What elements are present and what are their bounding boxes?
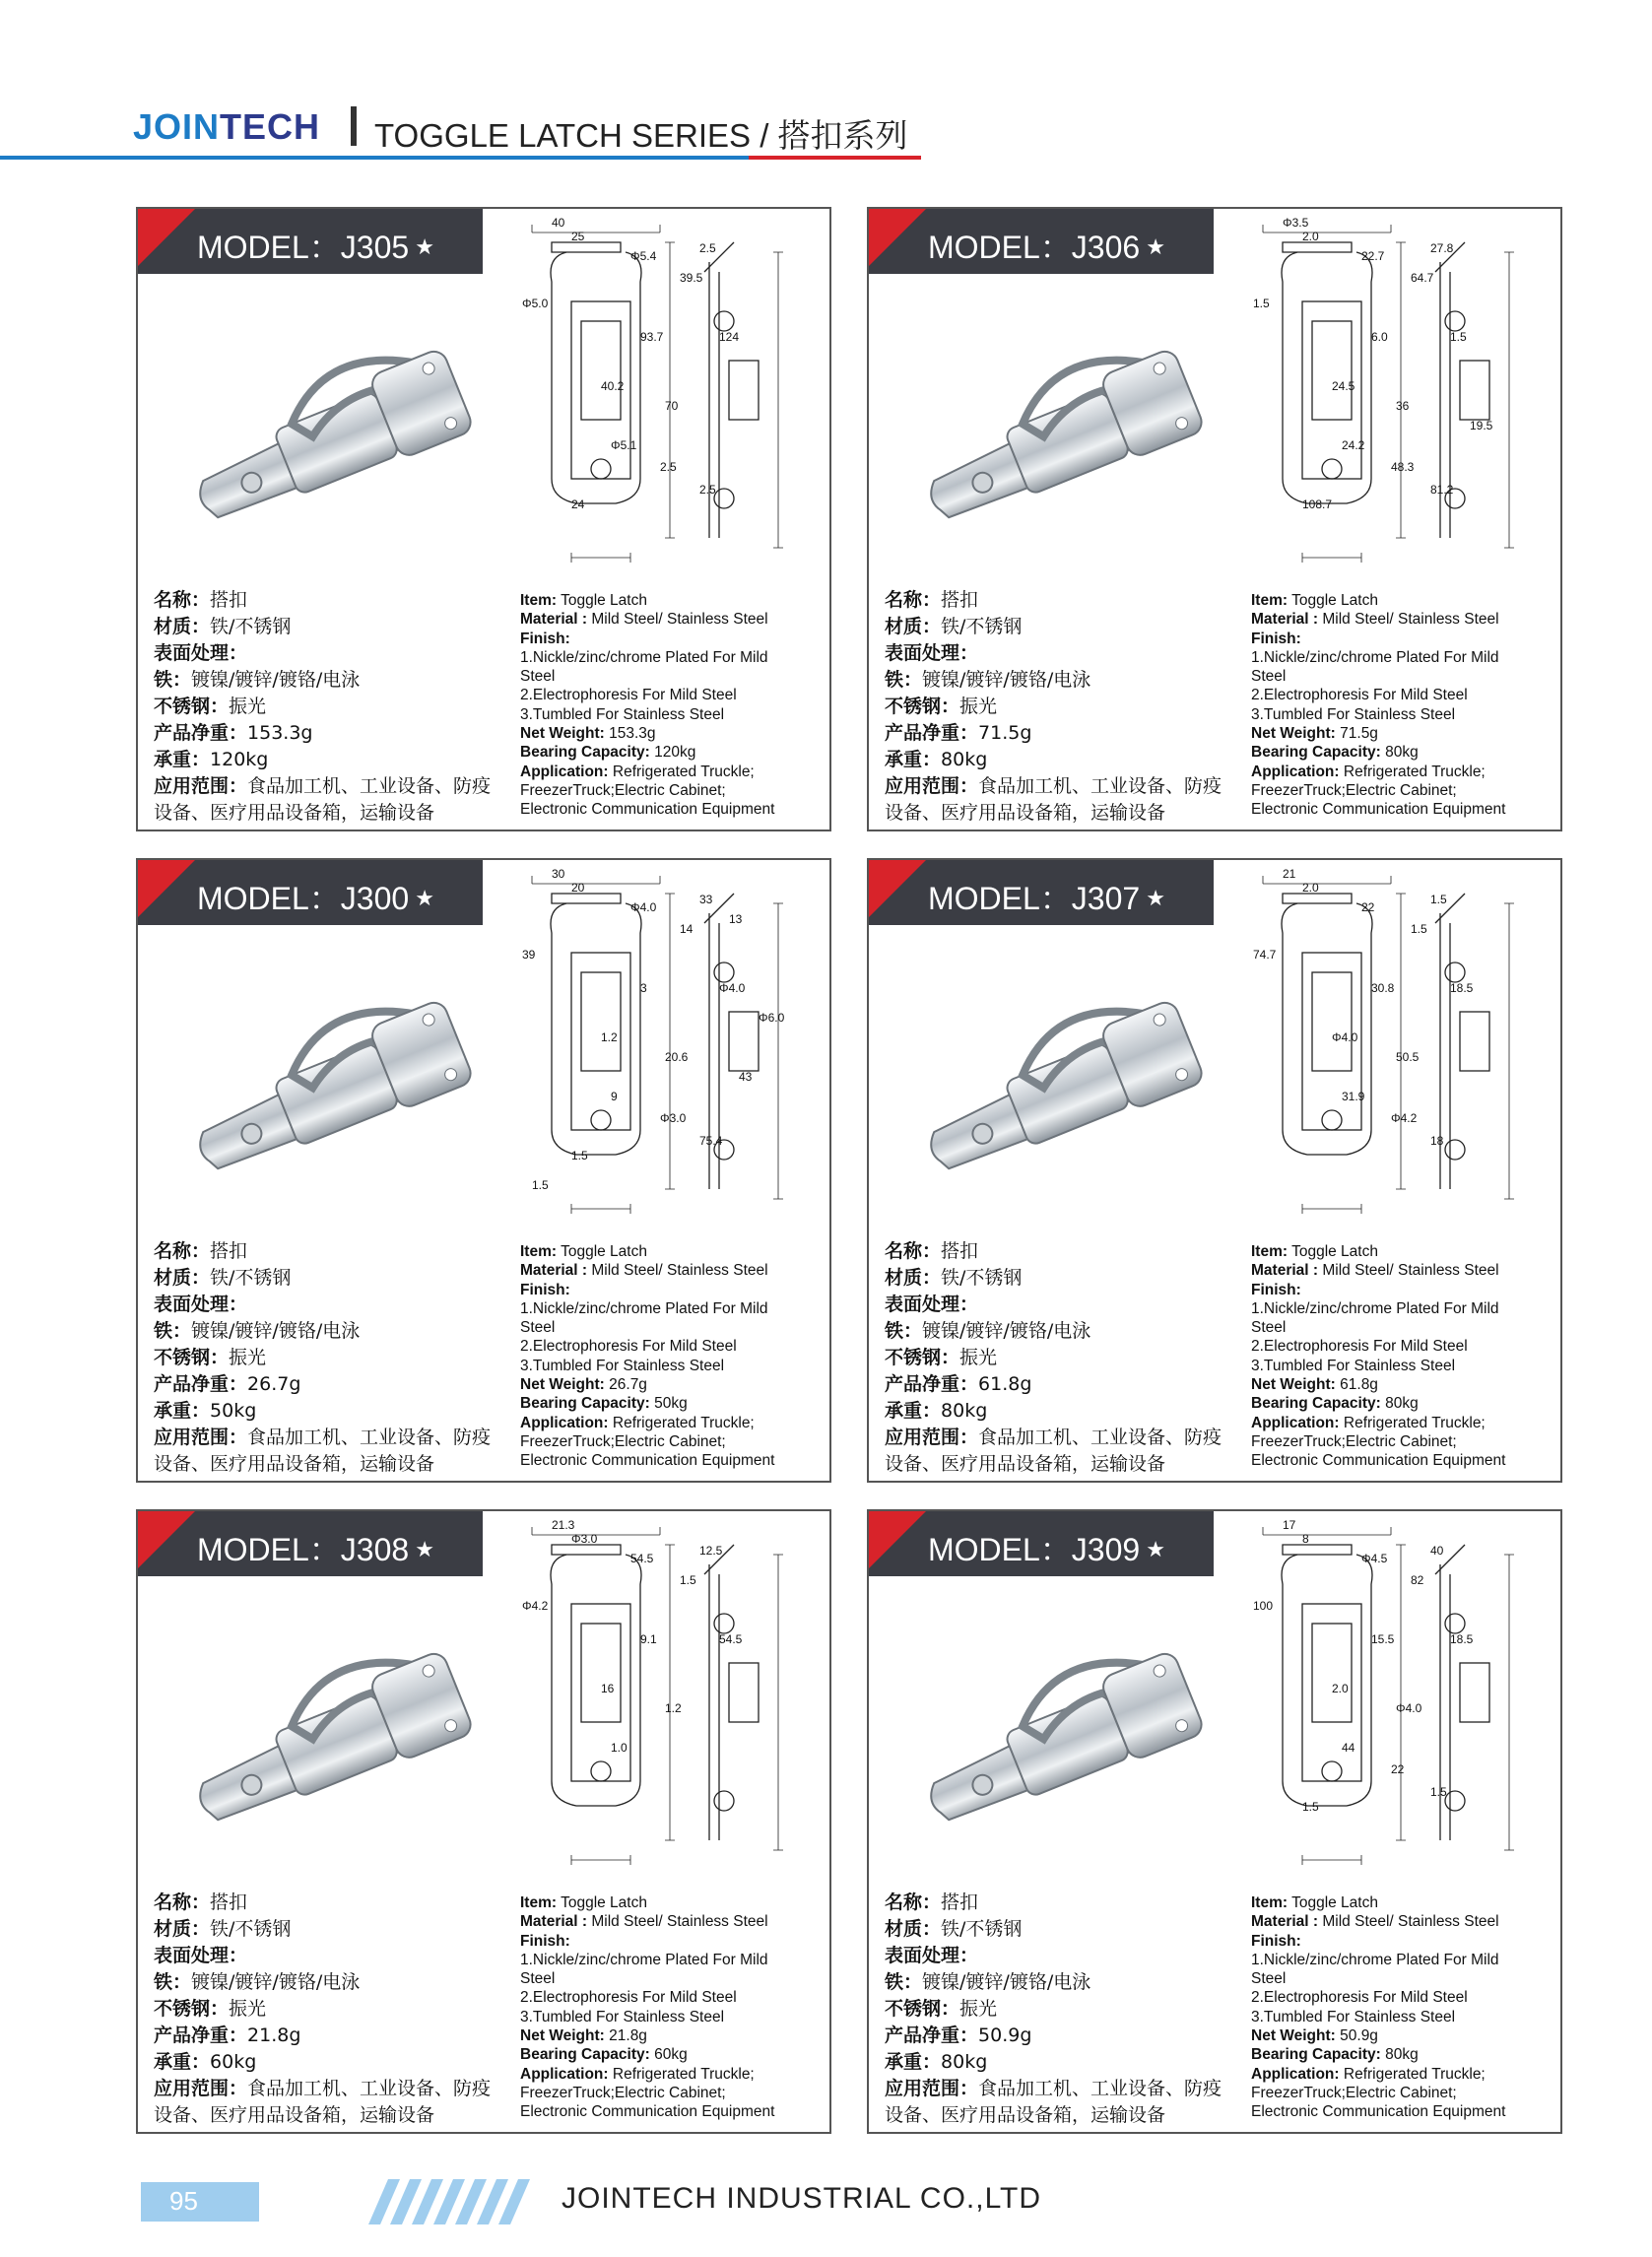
spec-cn-application-cont: 设备、医疗用品设备箱，运输设备 (154, 1453, 435, 1475)
spec-en-finish-1: 1.Nickle/zinc/chrome Plated For Mild (1251, 1951, 1499, 1968)
dimension-label: 1.5 (1430, 1785, 1447, 1799)
dimension-label: 124 (719, 330, 740, 344)
dimension-label: 30 (552, 867, 565, 881)
spec-en-finish-2: Steel (1251, 1319, 1287, 1337)
product-photo (889, 1590, 1263, 1915)
dimension-label: 1.2 (665, 1701, 682, 1715)
product-photo (889, 288, 1263, 613)
spec-en-material: Material : Mild Steel/ Stainless Steel (520, 1262, 768, 1280)
star-icon: ★ (1146, 234, 1165, 259)
product-photo (889, 939, 1263, 1264)
product-card-j307 (867, 858, 1562, 1483)
spec-cn-application: 应用范围：食品加工机、工业设备、防疫 (154, 1427, 492, 1448)
spec-en-finish-3: 2.Electrophoresis For Mild Steel (1251, 1338, 1468, 1356)
dimension-label: 33 (699, 893, 713, 906)
technical-drawing (512, 864, 827, 1246)
star-icon: ★ (415, 886, 434, 910)
model-label: MODEL：J307 (928, 881, 1141, 916)
dimension-label: 39 (522, 948, 536, 962)
spec-en-finish-2: Steel (1251, 668, 1287, 686)
spec-cn-bearing: 承重：50kg (154, 1400, 257, 1422)
dimension-label: Φ3.0 (660, 1111, 687, 1125)
spec-en-bearing: Bearing Capacity: 80kg (1251, 2046, 1419, 2064)
spec-cn-iron: 铁：镀镍/镀锌/镀铬/电泳 (885, 1320, 1091, 1342)
spec-en-finish-4: 3.Tumbled For Stainless Steel (520, 1357, 725, 1374)
spec-cn-application: 应用范围：食品加工机、工业设备、防疫 (885, 775, 1222, 797)
dimension-label: 54.5 (719, 1632, 743, 1646)
page-number: 95 (169, 2186, 198, 2216)
brand-part-1: JOIN (133, 106, 221, 147)
spec-en-finish-4: 3.Tumbled For Stainless Steel (1251, 705, 1456, 723)
spec-en-weight: Net Weight: 50.9g (1251, 2027, 1378, 2045)
spec-en-finish-3: 2.Electrophoresis For Mild Steel (520, 687, 737, 704)
dimension-label: 1.5 (680, 1573, 696, 1587)
model-title (197, 874, 434, 919)
spec-en-item: Item: Toggle Latch (1251, 1894, 1378, 1911)
star-icon: ★ (415, 234, 434, 259)
dimension-label: Φ4.5 (1361, 1552, 1388, 1565)
spec-en-application-2: FreezerTruck;Electric Cabinet; (1251, 1432, 1457, 1450)
spec-cn-stainless: 不锈钢：振光 (154, 696, 267, 717)
spec-en-finish-2: Steel (520, 1970, 556, 1988)
spec-cn-bearing: 承重：60kg (154, 2051, 257, 2073)
spec-en-application-2: FreezerTruck;Electric Cabinet; (520, 2084, 726, 2101)
product-photo (158, 939, 532, 1264)
spec-cn-weight: 产品净重：50.9g (885, 2025, 1032, 2046)
spec-english (1251, 591, 1558, 820)
spec-cn-application-cont: 设备、医疗用品设备箱，运输设备 (885, 1453, 1166, 1475)
page-number-box (141, 2182, 259, 2222)
spec-en-finish-2: Steel (1251, 1970, 1287, 1988)
dimension-label: 18 (1430, 1134, 1444, 1148)
spec-en-finish-4: 3.Tumbled For Stainless Steel (1251, 2008, 1456, 2025)
spec-en-finish-2: Steel (520, 668, 556, 686)
dimension-label: 100 (1253, 1599, 1274, 1613)
spec-chinese (154, 1890, 508, 2129)
spec-cn-weight: 产品净重：61.8g (885, 1373, 1032, 1395)
spec-cn-finish: 表面处理： (154, 642, 248, 664)
spec-cn-bearing: 承重：120kg (154, 749, 269, 770)
dimension-label: 40.2 (601, 379, 625, 393)
spec-en-finish: Finish: (520, 1281, 570, 1298)
dimension-label: Φ4.0 (1332, 1030, 1358, 1044)
dimension-label: 1.0 (611, 1741, 628, 1755)
dimension-label: 22.7 (1361, 249, 1385, 263)
spec-cn-application-cont: 设备、医疗用品设备箱，运输设备 (154, 2104, 435, 2126)
spec-en-weight: Net Weight: 153.3g (520, 725, 656, 743)
spec-cn-iron: 铁：镀镍/镀锌/镀铬/电泳 (154, 1971, 361, 1993)
dimension-label: 2.0 (1332, 1682, 1349, 1695)
dimension-label: 2.5 (660, 460, 677, 474)
dimension-label: 12.5 (699, 1544, 723, 1558)
spec-en-finish-4: 3.Tumbled For Stainless Steel (520, 705, 725, 723)
spec-chinese (885, 1238, 1239, 1478)
dimension-label: 6.0 (1371, 330, 1388, 344)
spec-en-finish-1: 1.Nickle/zinc/chrome Plated For Mild (520, 1951, 768, 1968)
model-band-accent (869, 209, 926, 266)
spec-en-application-2: FreezerTruck;Electric Cabinet; (1251, 781, 1457, 799)
dimension-label: 24.2 (1342, 438, 1365, 452)
spec-en-item: Item: Toggle Latch (520, 1243, 647, 1260)
spec-cn-name: 名称：搭扣 (885, 1240, 979, 1262)
spec-en-application-2: FreezerTruck;Electric Cabinet; (520, 781, 726, 799)
spec-en-application: Application: Refrigerated Truckle; (1251, 763, 1486, 780)
spec-en-weight: Net Weight: 71.5g (1251, 725, 1378, 743)
spec-cn-material: 材质：铁/不锈钢 (154, 1267, 292, 1289)
model-title (928, 223, 1165, 268)
dimension-label: 17 (1283, 1518, 1296, 1532)
spec-en-application-3: Electronic Communication Equipment (1251, 2103, 1506, 2121)
model-title (928, 1525, 1165, 1570)
dimension-label: Φ4.2 (1391, 1111, 1418, 1125)
spec-en-weight: Net Weight: 26.7g (520, 1376, 647, 1394)
spec-cn-name: 名称：搭扣 (154, 1240, 248, 1262)
spec-en-item: Item: Toggle Latch (1251, 592, 1378, 609)
spec-english (520, 1893, 827, 2122)
spec-cn-material: 材质：铁/不锈钢 (885, 1267, 1023, 1289)
dimension-label: 15.5 (1371, 1632, 1395, 1646)
dimension-label: 108.7 (1302, 498, 1333, 511)
dimension-label: 1.5 (1302, 1800, 1319, 1814)
dimension-label: 93.7 (640, 330, 664, 344)
product-card-j300 (136, 858, 831, 1483)
spec-cn-material: 材质：铁/不锈钢 (154, 1918, 292, 1940)
product-photo (158, 1590, 532, 1915)
spec-cn-stainless: 不锈钢：振光 (154, 1998, 267, 2020)
spec-cn-application: 应用范围：食品加工机、工业设备、防疫 (154, 2078, 492, 2099)
spec-cn-application: 应用范围：食品加工机、工业设备、防疫 (885, 1427, 1222, 1448)
product-photo (158, 288, 532, 613)
dimension-label: Φ3.0 (571, 1532, 598, 1546)
spec-en-finish: Finish: (520, 1932, 570, 1950)
dimension-label: 24.5 (1332, 379, 1355, 393)
dimension-label: Φ5.0 (522, 297, 549, 310)
product-card-j305 (136, 207, 831, 831)
spec-cn-application-cont: 设备、医疗用品设备箱，运输设备 (154, 802, 435, 824)
spec-cn-bearing: 承重：80kg (885, 1400, 988, 1422)
dimension-label: 30.8 (1371, 981, 1395, 995)
spec-cn-weight: 产品净重：71.5g (885, 722, 1032, 744)
spec-english (520, 591, 827, 820)
model-title (197, 1525, 434, 1570)
model-label: MODEL：J309 (928, 1532, 1141, 1567)
dimension-label: 74.7 (1253, 948, 1277, 962)
spec-en-finish-4: 3.Tumbled For Stainless Steel (520, 2008, 725, 2025)
spec-cn-application: 应用范围：食品加工机、工业设备、防疫 (154, 775, 492, 797)
spec-cn-bearing: 承重：80kg (885, 749, 988, 770)
model-label: MODEL：J300 (197, 881, 410, 916)
dimension-label: 18.5 (1450, 981, 1474, 995)
spec-cn-material: 材质：铁/不锈钢 (154, 616, 292, 637)
dimension-label: Φ5.4 (630, 249, 657, 263)
spec-en-material: Material : Mild Steel/ Stainless Steel (520, 611, 768, 629)
star-icon: ★ (1146, 1537, 1165, 1561)
spec-en-finish-2: Steel (520, 1319, 556, 1337)
dimension-label: 1.5 (532, 1178, 549, 1192)
footer-stripes (355, 2179, 542, 2224)
spec-en-application-3: Electronic Communication Equipment (520, 1452, 775, 1470)
dimension-label: Φ5.1 (611, 438, 637, 452)
spec-en-finish-4: 3.Tumbled For Stainless Steel (1251, 1357, 1456, 1374)
spec-cn-weight: 产品净重：153.3g (154, 722, 313, 744)
spec-cn-application-cont: 设备、医疗用品设备箱，运输设备 (885, 802, 1166, 824)
model-title (928, 874, 1165, 919)
spec-en-bearing: Bearing Capacity: 80kg (1251, 744, 1419, 762)
spec-en-application-2: FreezerTruck;Electric Cabinet; (1251, 2084, 1457, 2101)
spec-cn-stainless: 不锈钢：振光 (885, 1347, 998, 1368)
dimension-label: 39.5 (680, 271, 703, 285)
technical-drawing (512, 213, 827, 595)
spec-cn-bearing: 承重：80kg (885, 2051, 988, 2073)
spec-en-material: Material : Mild Steel/ Stainless Steel (1251, 611, 1499, 629)
dimension-label: 64.7 (1411, 271, 1434, 285)
spec-en-finish-3: 2.Electrophoresis For Mild Steel (1251, 687, 1468, 704)
dimension-label: 2.5 (699, 241, 716, 255)
dimension-label: Φ4.0 (719, 981, 746, 995)
dimension-label: 36 (1396, 399, 1410, 413)
dimension-label: Φ3.5 (1283, 216, 1309, 230)
spec-en-finish-1: 1.Nickle/zinc/chrome Plated For Mild (520, 1299, 768, 1317)
dimension-label: 2.0 (1302, 881, 1319, 895)
page-header (0, 0, 1652, 177)
spec-cn-finish: 表面处理： (885, 1945, 979, 1966)
dimension-label: 1.5 (1253, 297, 1270, 310)
spec-chinese (885, 1890, 1239, 2129)
dimension-label: 24 (571, 498, 585, 511)
brand-logo (133, 106, 320, 148)
spec-en-material: Material : Mild Steel/ Stainless Steel (1251, 1262, 1499, 1280)
dimension-label: Φ6.0 (759, 1011, 785, 1025)
spec-english (1251, 1893, 1558, 2122)
dimension-label: 9.1 (640, 1632, 657, 1646)
star-icon: ★ (415, 1537, 434, 1561)
spec-en-finish: Finish: (1251, 1932, 1301, 1950)
dimension-label: 27.8 (1430, 241, 1454, 255)
spec-en-weight: Net Weight: 61.8g (1251, 1376, 1378, 1394)
spec-en-finish-3: 2.Electrophoresis For Mild Steel (1251, 1989, 1468, 2007)
dimension-label: 25 (571, 230, 585, 243)
dimension-label: 9 (611, 1090, 618, 1103)
dimension-label: 8 (1302, 1532, 1309, 1546)
dimension-label: 18.5 (1450, 1632, 1474, 1646)
spec-en-finish: Finish: (1251, 630, 1301, 647)
dimension-label: 82 (1411, 1573, 1424, 1587)
dimension-label: 2.0 (1302, 230, 1319, 243)
technical-drawing (1243, 213, 1558, 595)
spec-cn-iron: 铁：镀镍/镀锌/镀铬/电泳 (885, 1971, 1091, 1993)
spec-cn-name: 名称：搭扣 (154, 1892, 248, 1913)
dimension-label: 1.5 (1430, 893, 1447, 906)
spec-en-application: Application: Refrigerated Truckle; (520, 763, 755, 780)
header-divider (351, 106, 357, 146)
model-band-accent (138, 1511, 195, 1568)
spec-cn-finish: 表面处理： (885, 642, 979, 664)
product-card-j308 (136, 1509, 831, 2134)
dimension-label: 22 (1361, 900, 1375, 914)
dimension-label: 54.5 (630, 1552, 654, 1565)
spec-chinese (154, 587, 508, 827)
technical-drawing (512, 1515, 827, 1897)
dimension-label: 3 (640, 981, 647, 995)
spec-cn-finish: 表面处理： (154, 1945, 248, 1966)
spec-en-finish-1: 1.Nickle/zinc/chrome Plated For Mild (1251, 1299, 1499, 1317)
dimension-label: 1.5 (571, 1149, 588, 1162)
model-band-accent (138, 860, 195, 917)
dimension-label: 75.4 (699, 1134, 723, 1148)
spec-en-bearing: Bearing Capacity: 60kg (520, 2046, 688, 2064)
spec-en-material: Material : Mild Steel/ Stainless Steel (1251, 1913, 1499, 1931)
dimension-label: 43 (739, 1070, 753, 1084)
spec-cn-application: 应用范围：食品加工机、工业设备、防疫 (885, 2078, 1222, 2099)
product-card-j306 (867, 207, 1562, 831)
spec-en-application-3: Electronic Communication Equipment (520, 2103, 775, 2121)
star-icon: ★ (1146, 886, 1165, 910)
spec-en-finish-3: 2.Electrophoresis For Mild Steel (520, 1989, 737, 2007)
spec-cn-name: 名称：搭扣 (154, 589, 248, 611)
spec-english (1251, 1242, 1558, 1471)
company-name: JOINTECH INDUSTRIAL CO.,LTD (562, 2182, 1042, 2215)
spec-en-application: Application: Refrigerated Truckle; (1251, 1414, 1486, 1431)
spec-en-bearing: Bearing Capacity: 120kg (520, 744, 696, 762)
dimension-label: Φ4.0 (630, 900, 657, 914)
spec-en-application-3: Electronic Communication Equipment (1251, 801, 1506, 819)
spec-cn-material: 材质：铁/不锈钢 (885, 1918, 1023, 1940)
technical-drawing (1243, 864, 1558, 1246)
spec-en-weight: Net Weight: 21.8g (520, 2027, 647, 2045)
spec-en-application-3: Electronic Communication Equipment (1251, 1452, 1506, 1470)
dimension-label: 31.9 (1342, 1090, 1365, 1103)
spec-en-bearing: Bearing Capacity: 80kg (1251, 1395, 1419, 1413)
dimension-label: 44 (1342, 1741, 1355, 1755)
spec-cn-stainless: 不锈钢：振光 (885, 1998, 998, 2020)
spec-en-finish-1: 1.Nickle/zinc/chrome Plated For Mild (1251, 648, 1499, 666)
dimension-label: Φ4.2 (522, 1599, 549, 1613)
dimension-label: 19.5 (1470, 419, 1493, 432)
spec-chinese (885, 587, 1239, 827)
spec-cn-name: 名称：搭扣 (885, 589, 979, 611)
dimension-label: 70 (665, 399, 679, 413)
dimension-label: Φ4.0 (1396, 1701, 1422, 1715)
spec-en-material: Material : Mild Steel/ Stainless Steel (520, 1913, 768, 1931)
spec-en-item: Item: Toggle Latch (520, 592, 647, 609)
model-label: MODEL：J308 (197, 1532, 410, 1567)
technical-drawing (1243, 1515, 1558, 1897)
dimension-label: 48.3 (1391, 460, 1415, 474)
spec-cn-stainless: 不锈钢：振光 (154, 1347, 267, 1368)
spec-cn-weight: 产品净重：26.7g (154, 1373, 301, 1395)
spec-en-finish: Finish: (1251, 1281, 1301, 1298)
dimension-label: 40 (1430, 1544, 1444, 1558)
spec-cn-name: 名称：搭扣 (885, 1892, 979, 1913)
spec-en-application: Application: Refrigerated Truckle; (520, 2065, 755, 2083)
model-band-accent (869, 860, 926, 917)
dimension-label: 21 (1283, 867, 1296, 881)
model-band-accent (138, 209, 195, 266)
spec-cn-iron: 铁：镀镍/镀锌/镀铬/电泳 (885, 669, 1091, 691)
spec-cn-iron: 铁：镀镍/镀锌/镀铬/电泳 (154, 1320, 361, 1342)
spec-en-application-2: FreezerTruck;Electric Cabinet; (520, 1432, 726, 1450)
spec-en-item: Item: Toggle Latch (520, 1894, 647, 1911)
spec-cn-application-cont: 设备、医疗用品设备箱，运输设备 (885, 2104, 1166, 2126)
dimension-label: 1.5 (1450, 330, 1467, 344)
spec-cn-finish: 表面处理： (154, 1294, 248, 1315)
spec-en-application: Application: Refrigerated Truckle; (520, 1414, 755, 1431)
model-title (197, 223, 434, 268)
dimension-label: 21.3 (552, 1518, 575, 1532)
spec-en-finish-3: 2.Electrophoresis For Mild Steel (520, 1338, 737, 1356)
spec-cn-finish: 表面处理： (885, 1294, 979, 1315)
spec-cn-material: 材质：铁/不锈钢 (885, 616, 1023, 637)
spec-english (520, 1242, 827, 1471)
spec-en-application: Application: Refrigerated Truckle; (1251, 2065, 1486, 2083)
dimension-label: 20.6 (665, 1050, 689, 1064)
model-label: MODEL：J305 (197, 230, 410, 265)
model-label: MODEL：J306 (928, 230, 1141, 265)
spec-cn-stainless: 不锈钢：振光 (885, 696, 998, 717)
dimension-label: 50.5 (1396, 1050, 1420, 1064)
spec-en-bearing: Bearing Capacity: 50kg (520, 1395, 688, 1413)
spec-cn-weight: 产品净重：21.8g (154, 2025, 301, 2046)
dimension-label: 20 (571, 881, 585, 895)
brand-part-2: TECH (220, 106, 321, 147)
dimension-label: 1.2 (601, 1030, 618, 1044)
dimension-label: 22 (1391, 1762, 1405, 1776)
product-card-j309 (867, 1509, 1562, 2134)
spec-en-application-3: Electronic Communication Equipment (520, 801, 775, 819)
dimension-label: 13 (729, 912, 743, 926)
header-underline-accent (749, 156, 921, 160)
spec-en-finish: Finish: (520, 630, 570, 647)
dimension-label: 40 (552, 216, 565, 230)
series-title: TOGGLE LATCH SERIES / 搭扣系列 (374, 117, 908, 154)
dimension-label: 2.5 (699, 483, 716, 497)
dimension-label: 14 (680, 922, 694, 936)
dimension-label: 16 (601, 1682, 615, 1695)
spec-cn-iron: 铁：镀镍/镀锌/镀铬/电泳 (154, 669, 361, 691)
spec-chinese (154, 1238, 508, 1478)
spec-en-item: Item: Toggle Latch (1251, 1243, 1378, 1260)
model-band-accent (869, 1511, 926, 1568)
spec-en-finish-1: 1.Nickle/zinc/chrome Plated For Mild (520, 648, 768, 666)
dimension-label: 1.5 (1411, 922, 1427, 936)
dimension-label: 81.2 (1430, 483, 1454, 497)
